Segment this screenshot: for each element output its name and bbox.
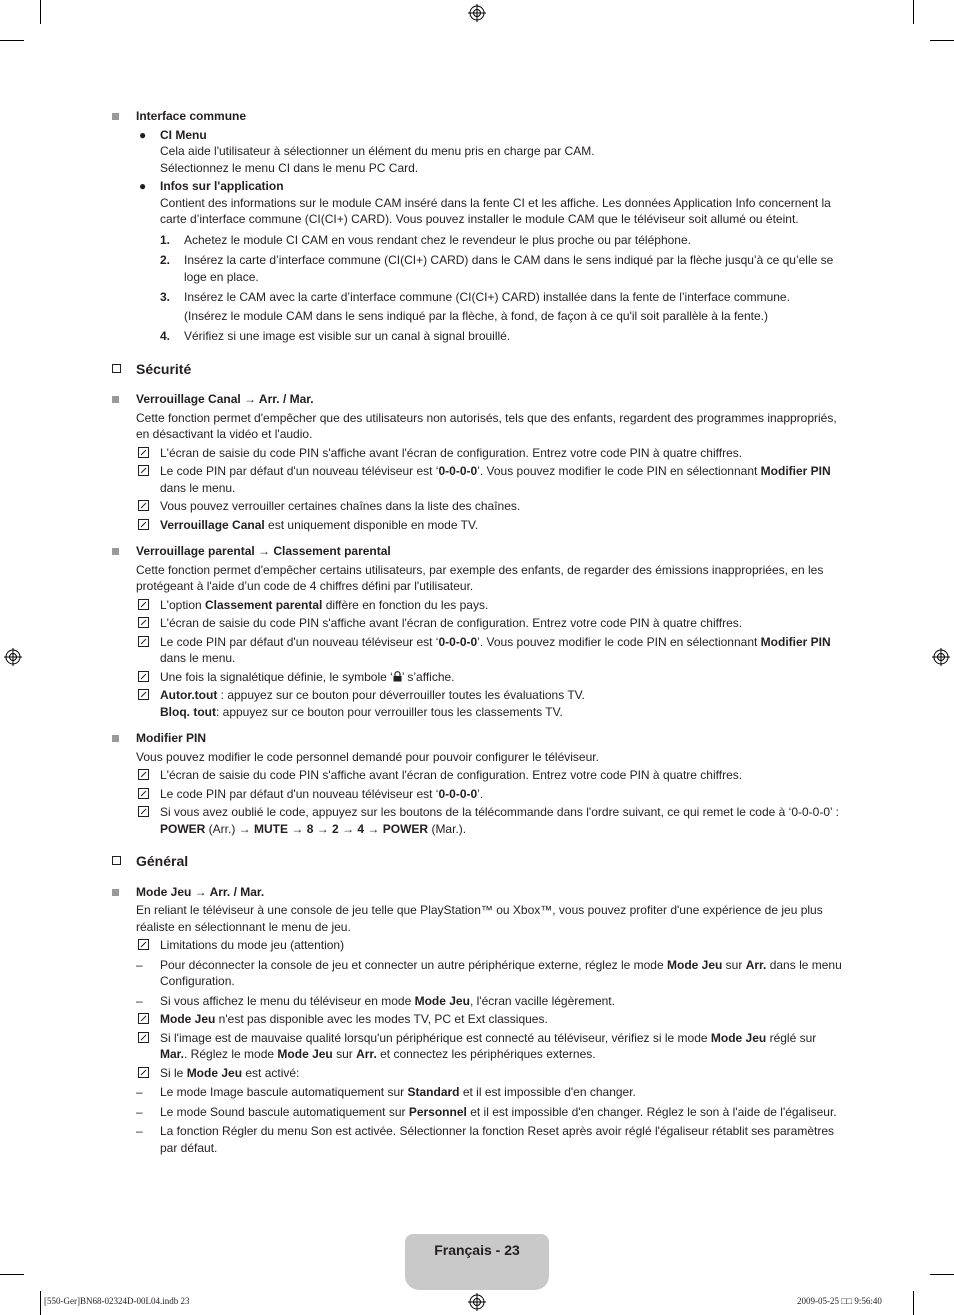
note-text: Si le bbox=[160, 1065, 187, 1080]
note-text: ’ s’affiche. bbox=[401, 669, 455, 684]
bullet-title: Infos sur l'application bbox=[160, 179, 284, 193]
dash-text: dans le menu Configuration. bbox=[160, 957, 842, 988]
item-desc: Cette fonction permet d'empêcher certains utilisateurs, par exemple des enfants, de regarder des émissions inappropriées, en les protégeant à l'aide d’un code de 4 chiffres défini par l'utilisateur. bbox=[136, 562, 824, 593]
item-desc: En reliant le téléviseur à une console de jeu telle que PlayStation™ ou Xbox™, vous pouvez profiter d'une expérience de jeu plus réaliste en sélectionnant le menu de jeu. bbox=[136, 903, 823, 934]
dash-text: Si vous affichez le menu du téléviseur en mode bbox=[160, 993, 415, 1008]
step-number: 1. bbox=[160, 232, 171, 247]
note-bold: Verrouillage Canal bbox=[160, 517, 265, 532]
dash-bold: Mode Jeu bbox=[667, 957, 723, 972]
note-text: est activé: bbox=[242, 1065, 300, 1080]
note bbox=[136, 463, 846, 496]
numbered-step bbox=[160, 328, 846, 345]
dash-icon: – bbox=[136, 1104, 143, 1119]
bullet-icon: ● bbox=[139, 179, 147, 193]
step-extra: (Insérez le module CAM dans le sens indiqué par la flèche, à fond, de façon à ce qu'il soit parallèle à la fente.) bbox=[184, 308, 768, 323]
crop-mark bbox=[930, 40, 954, 41]
registration-mark-icon bbox=[468, 1293, 486, 1311]
dash-text: et il est impossible d'en changer. bbox=[459, 1085, 636, 1099]
imprint-right: 2009-05-25 □□ 9:56:40 bbox=[797, 1296, 882, 1306]
step-number: 2. bbox=[160, 253, 171, 267]
note-text: ’. bbox=[477, 786, 484, 801]
dash-item bbox=[112, 957, 846, 990]
note-icon bbox=[138, 636, 149, 647]
square-bullet-icon bbox=[112, 735, 119, 742]
dash-text: Le mode Sound bascule automatiquement sur bbox=[160, 1104, 409, 1119]
note bbox=[136, 498, 846, 515]
numbered-step bbox=[160, 252, 846, 285]
crop-mark bbox=[40, 1291, 41, 1315]
note-text: (Mar.). bbox=[428, 821, 467, 836]
note-text: → bbox=[288, 821, 307, 836]
note bbox=[136, 1030, 846, 1063]
note-icon bbox=[138, 671, 149, 682]
note-bold: Modifier PIN bbox=[760, 464, 831, 478]
dash-item bbox=[112, 1104, 846, 1121]
section-title: Général bbox=[136, 853, 189, 869]
note-text: sur bbox=[332, 1047, 357, 1061]
note bbox=[136, 634, 846, 667]
note-text: L'écran de saisie du code PIN s'affiche avant l'écran de configuration. Entrez votre code PIN à quatre chiffres. bbox=[160, 768, 743, 782]
key-power: POWER bbox=[382, 821, 429, 836]
note-icon bbox=[138, 465, 149, 476]
dash-bold: Personnel bbox=[408, 1104, 467, 1119]
lock-icon bbox=[393, 671, 402, 682]
registration-mark-icon bbox=[4, 648, 22, 666]
section-heading-securite bbox=[112, 361, 846, 378]
dash-bold: Arr. bbox=[745, 957, 767, 972]
page-content bbox=[112, 108, 846, 1166]
note-icon bbox=[138, 1013, 149, 1024]
note-text: Le code PIN par défaut d'un nouveau téléviseur est ‘ bbox=[160, 464, 439, 478]
crop-mark bbox=[930, 1274, 954, 1275]
note bbox=[136, 517, 846, 534]
ci-menu-bullet bbox=[136, 127, 846, 177]
checkbox-square-icon bbox=[112, 856, 121, 865]
bullet-icon: ● bbox=[139, 127, 147, 142]
modifier-pin-item bbox=[112, 730, 846, 837]
note-bold: Mode Jeu bbox=[160, 1012, 216, 1026]
note-text: L'écran de saisie du code PIN s'affiche avant l'écran de configuration. Entrez votre code PIN à quatre chiffres. bbox=[160, 616, 743, 630]
dash-item bbox=[112, 1084, 846, 1101]
step-number: 4. bbox=[160, 329, 171, 343]
note-text: . Réglez le mode bbox=[184, 1047, 278, 1061]
note bbox=[136, 1011, 846, 1028]
item-title: Interface commune bbox=[136, 109, 247, 123]
step-text: Insérez la carte d’interface commune (CI(CI+) CARD) dans le CAM dans le sens indiqué par la flèche jusqu’à ce qu’elle se loge en place. bbox=[184, 253, 834, 284]
page-number: Français - 23 bbox=[434, 1242, 520, 1258]
note-text: → bbox=[313, 821, 333, 836]
note bbox=[136, 786, 846, 803]
note bbox=[136, 669, 846, 686]
note-text: : appuyez sur ce bouton pour verrouiller tous les classements TV. bbox=[215, 704, 563, 719]
note-icon bbox=[138, 519, 149, 530]
note-text: L'option bbox=[160, 597, 205, 612]
key-power: POWER bbox=[160, 821, 206, 836]
note-text: → bbox=[364, 821, 383, 836]
step-text: Achetez le module CI CAM en vous rendant chez le revendeur le plus proche ou par téléphone. bbox=[184, 232, 691, 247]
crop-mark bbox=[40, 0, 41, 24]
dash-text: , l'écran vacille légèrement. bbox=[469, 993, 615, 1008]
note-text: : appuyez sur ce bouton pour déverrouiller toutes les évaluations TV. bbox=[217, 688, 585, 702]
square-bullet-icon bbox=[112, 548, 119, 555]
dash-icon: – bbox=[136, 1085, 143, 1099]
registration-mark-icon bbox=[468, 4, 486, 22]
note-icon bbox=[138, 447, 149, 458]
note-text: ’. Vous pouvez modifier le code PIN en sélectionnant bbox=[477, 634, 761, 649]
note-bold: Bloq. tout bbox=[160, 704, 216, 719]
note-text: Si l'image est de mauvaise qualité lorsqu'un périphérique est connecté au téléviseur, vérifiez si le mode bbox=[160, 1030, 711, 1045]
bullet-text: Cela aide l'utilisateur à sélectionner un élément du menu pris en charge par CAM. bbox=[160, 144, 595, 158]
note-bold: Mode Jeu bbox=[710, 1030, 767, 1045]
note-text: Le code PIN par défaut d'un nouveau téléviseur est ‘ bbox=[160, 786, 439, 801]
numbered-step bbox=[160, 232, 846, 249]
key-8: 8 bbox=[306, 821, 314, 836]
note bbox=[136, 937, 846, 954]
note-icon bbox=[138, 788, 149, 799]
step-text: Insérez le CAM avec la carte d’interface commune (CI(CI+) CARD) installée dans la fente de l’interface commune. bbox=[184, 290, 790, 304]
note-text: diffère en fonction du les pays. bbox=[322, 597, 489, 612]
note-bold: Classement parental bbox=[205, 597, 323, 612]
note-text: dans le menu. bbox=[160, 480, 236, 495]
crop-mark bbox=[0, 40, 24, 41]
bullet-text: Sélectionnez le menu CI dans le menu PC Card. bbox=[160, 160, 419, 175]
section-title: Sécurité bbox=[136, 360, 192, 377]
note-icon bbox=[138, 806, 149, 817]
note-icon bbox=[138, 599, 149, 610]
key-mute: MUTE bbox=[254, 821, 289, 836]
note-text: Limitations du mode jeu (attention) bbox=[160, 938, 345, 952]
note-icon bbox=[138, 939, 149, 950]
note bbox=[136, 615, 846, 632]
note-bold: Mar. bbox=[160, 1047, 185, 1061]
square-bullet-icon bbox=[112, 396, 119, 403]
step-number: 3. bbox=[160, 290, 171, 304]
infos-bullet bbox=[136, 178, 846, 345]
item-title: Modifier PIN bbox=[136, 731, 207, 745]
note bbox=[136, 1065, 846, 1082]
crop-mark bbox=[913, 1291, 914, 1315]
registration-mark-icon bbox=[932, 648, 950, 666]
item-desc: Cette fonction permet d'empêcher que des utilisateurs non autorisés, tels que des enfants, regardent des programmes inappropriés, en désactivant la vidéo et l'audio. bbox=[136, 410, 837, 441]
verrouillage-canal-item bbox=[112, 391, 846, 533]
item-title: Verrouillage parental → Classement parental bbox=[136, 544, 391, 558]
crop-mark bbox=[0, 1274, 24, 1275]
dash-text: La fonction Régler du menu Son est activée. Sélectionner la fonction Reset après avoir réglé l'égaliseur rétablit ses paramètres par défaut. bbox=[160, 1124, 834, 1155]
note-icon bbox=[138, 689, 149, 700]
dash-item bbox=[112, 993, 846, 1010]
item-desc: Vous pouvez modifier le code personnel demandé pour pouvoir configurer le téléviseur. bbox=[136, 749, 599, 764]
crop-mark bbox=[913, 0, 914, 24]
note-icon bbox=[138, 617, 149, 628]
dash-text: et il est impossible d'en changer. Réglez le son à l'aide de l'égaliseur. bbox=[466, 1104, 837, 1119]
note bbox=[136, 687, 846, 720]
note-text: et connectez les périphériques externes. bbox=[376, 1047, 596, 1061]
pin-default: 0-0-0-0 bbox=[438, 634, 478, 649]
square-bullet-icon bbox=[112, 889, 119, 896]
note-text: est uniquement disponible en mode TV. bbox=[264, 517, 479, 532]
dash-item bbox=[112, 1123, 846, 1156]
note-icon bbox=[138, 769, 149, 780]
numbered-step bbox=[160, 289, 846, 324]
note-bold: Mode Jeu bbox=[186, 1065, 243, 1080]
note-bold: Arr. bbox=[356, 1047, 377, 1061]
note-bold: Modifier PIN bbox=[760, 634, 831, 649]
note bbox=[136, 597, 846, 614]
note-text: Vous pouvez verrouiller certaines chaînes dans la liste des chaînes. bbox=[160, 499, 521, 513]
note bbox=[136, 767, 846, 784]
dash-text: Le mode Image bascule automatiquement sur bbox=[160, 1085, 408, 1099]
section-heading-general bbox=[112, 853, 846, 870]
note-text: Si vous avez oublié le code, appuyez sur les boutons de la télécommande dans l'ordre suivant, ce qui remet le code à ‘0-0-0-0’ : bbox=[160, 805, 839, 819]
item-title: Mode Jeu → Arr. / Mar. bbox=[136, 884, 265, 899]
note-icon bbox=[138, 1067, 149, 1078]
checkbox-square-icon bbox=[112, 364, 121, 373]
note-icon bbox=[138, 500, 149, 511]
item-title: Verrouillage Canal → Arr. / Mar. bbox=[136, 392, 314, 406]
dash-icon: – bbox=[136, 1124, 143, 1138]
verrouillage-parental-item bbox=[112, 543, 846, 720]
note-bold: Autor.tout bbox=[160, 688, 218, 702]
dash-bold: Standard bbox=[407, 1085, 460, 1099]
note-text: ’. Vous pouvez modifier le code PIN en sélectionnant bbox=[477, 464, 761, 478]
note-icon bbox=[138, 1032, 149, 1043]
note-text: n'est pas disponible avec les modes TV, PC et Ext classiques. bbox=[215, 1012, 548, 1026]
imprint-left: [550-Ger]BN68-02324D-00L04.indb 23 bbox=[44, 1296, 190, 1306]
square-bullet-icon bbox=[112, 113, 119, 120]
note-text: L'écran de saisie du code PIN s'affiche avant l'écran de configuration. Entrez votre code PIN à quatre chiffres. bbox=[160, 445, 743, 460]
note bbox=[136, 804, 846, 837]
bullet-title: CI Menu bbox=[160, 127, 207, 142]
dash-icon: – bbox=[136, 957, 143, 972]
note-bold: Mode Jeu bbox=[277, 1047, 333, 1061]
key-4: 4 bbox=[357, 821, 365, 836]
key-2: 2 bbox=[332, 821, 339, 836]
note bbox=[136, 445, 846, 462]
note-text: (Arr.) → bbox=[205, 821, 255, 836]
pin-default: 0-0-0-0 bbox=[438, 464, 478, 478]
dash-text: Pour déconnecter la console de jeu et connecter un autre périphérique externe, réglez le mode bbox=[160, 957, 667, 972]
note-text: réglé sur bbox=[766, 1030, 817, 1045]
pin-default: 0-0-0-0 bbox=[438, 786, 478, 801]
note-text: Le code PIN par défaut d'un nouveau téléviseur est ‘ bbox=[160, 634, 439, 649]
note-text: → bbox=[338, 821, 358, 836]
bullet-text: Contient des informations sur le module CAM inséré dans la fente CI et les affiche. Les données Application Info concernent la carte d’interface commune (CI(CI+) CARD). Vous pouvez installer le module CAM que le téléviseur soit allumé ou éteint. bbox=[160, 195, 831, 226]
dash-bold: Mode Jeu bbox=[414, 993, 470, 1008]
note-text: dans le menu. bbox=[160, 651, 236, 665]
dash-text: sur bbox=[722, 957, 746, 972]
interface-commune-item bbox=[112, 108, 846, 345]
note-text: Une fois la signalétique définie, le symbole ‘ bbox=[160, 669, 393, 684]
step-text: Vérifiez si une image est visible sur un canal à signal brouillé. bbox=[184, 329, 511, 343]
dash-icon: – bbox=[136, 993, 143, 1008]
mode-jeu-item bbox=[112, 884, 846, 1157]
